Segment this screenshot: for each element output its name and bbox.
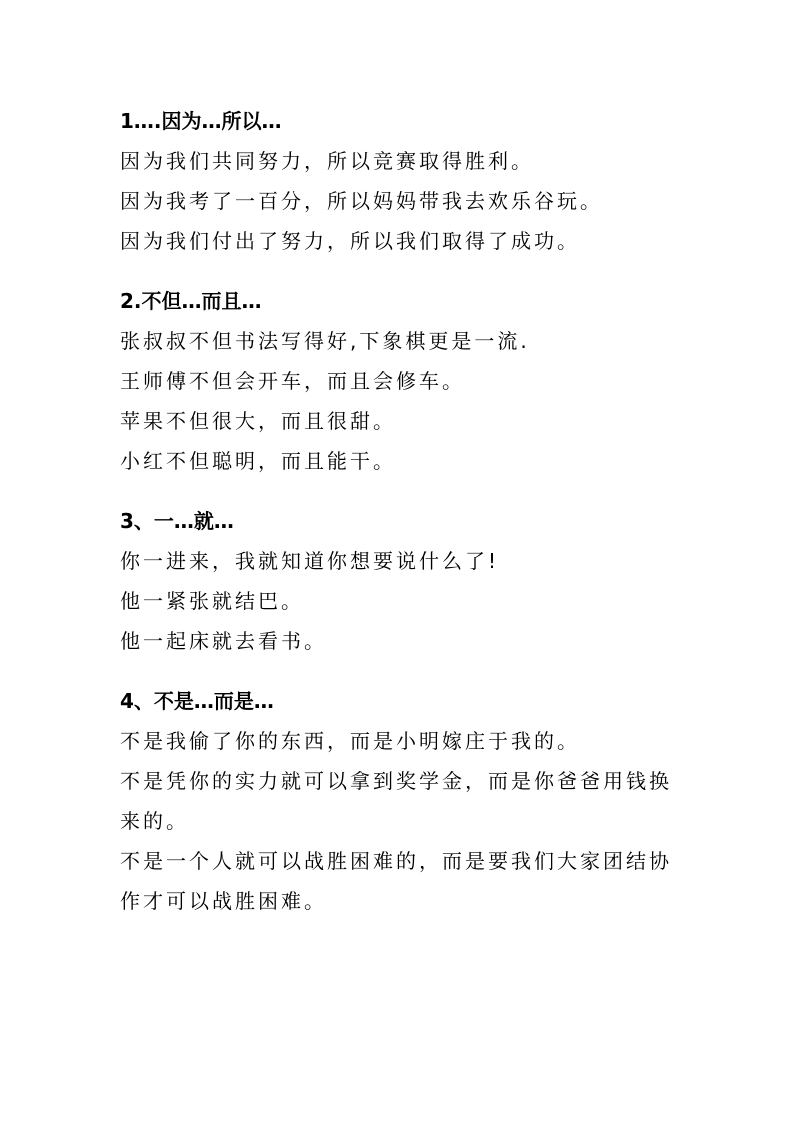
section-spacer xyxy=(120,261,680,281)
example-sentence: 因为我考了一百分，所以妈妈带我去欢乐谷玩。 xyxy=(120,189,603,213)
example-sentence: 王师傅不但会开车，而且会修车。 xyxy=(120,369,465,393)
example-sentence: 不是一个人就可以战胜困难的，而是要我们大家团结协作才可以战胜困难。 xyxy=(120,849,672,913)
document-content xyxy=(120,101,680,921)
section-heading: 2.不但…而且… xyxy=(120,289,262,313)
section-1 xyxy=(120,101,680,261)
example-sentence: 他一起床就去看书。 xyxy=(120,629,327,653)
section-4 xyxy=(120,681,680,921)
section-spacer xyxy=(120,481,680,501)
example-sentence: 不是凭你的实力就可以拿到奖学金，而是你爸爸用钱换来的。 xyxy=(120,769,672,833)
section-spacer xyxy=(120,661,680,681)
example-sentence: 你一进来，我就知道你想要说什么了! xyxy=(120,549,500,573)
example-sentence: 他一紧张就结巴。 xyxy=(120,589,304,613)
section-heading: 4、不是…而是… xyxy=(120,689,274,713)
example-sentence: 苹果不但很大，而且很甜。 xyxy=(120,409,396,433)
section-3 xyxy=(120,501,680,661)
example-sentence: 小红不但聪明，而且能干。 xyxy=(120,449,396,473)
section-heading: 3、一…就… xyxy=(120,509,234,533)
example-sentence: 张叔叔不但书法写得好,下象棋更是一流. xyxy=(120,329,530,353)
example-sentence: 因为我们付出了努力，所以我们取得了成功。 xyxy=(120,229,580,253)
section-heading: 1….因为…所以… xyxy=(120,109,282,133)
example-sentence: 不是我偷了你的东西，而是小明嫁庄于我的。 xyxy=(120,729,580,753)
example-sentence: 因为我们共同努力，所以竞赛取得胜利。 xyxy=(120,149,534,173)
section-2 xyxy=(120,281,680,481)
